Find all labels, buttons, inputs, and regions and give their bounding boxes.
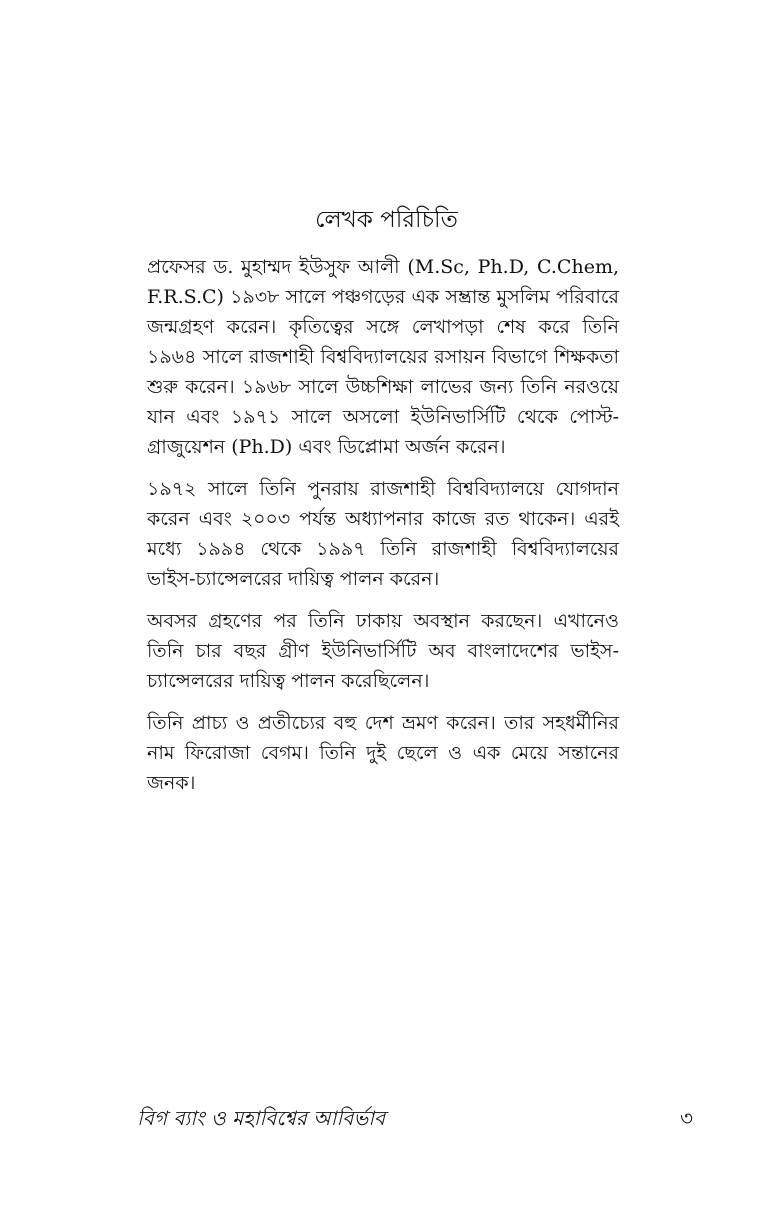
author-bio [147,252,619,810]
bio-paragraph-career: ১৯৭২ সালে তিনি পুনরায় রাজশাহী বিশ্ববিদ্যালয়ে যোগদান করেন এবং ২০০৩ পর্যন্ত অধ্যাপনার কাজে রত থাকেন। এরই মধ্যে ১৯৯৪ থেকে ১৯৯৭ তিনি রাজশাহী বিশ্ববিদ্যালয়ের ভাইস-চ্যান্সেলরের দায়িত্ব পালন করেন। [147,478,619,590]
running-book-title: বিগ ব্যাং ও মহাবিশ্বের আবির্ভাব [137,1106,386,1130]
page-title: লেখক পরিচিতি [315,207,458,233]
bio-paragraph-family: তিনি প্রাচ্য ও প্রতীচ্যের বহু দেশ ভ্রমণ করেন। তার সহধর্মীনির নাম ফিরোজা বেগম। তিনি দুই ছেলে ও এক মেয়ে সন্তানের জনক। [147,712,619,794]
page-number: ৩ [679,1106,693,1130]
bio-paragraph-retirement: অবসর গ্রহণের পর তিনি ঢাকায় অবস্থান করছেন। এখানেও তিনি চার বছর গ্রীণ ইউনিভার্সিটি অব বাংলাদেশের ভাইস-চ্যান্সেলরের দায়িত্ব পালন করেছিলেন। [147,610,619,692]
page-footer [0,1100,773,1136]
bio-paragraph-education: প্রফেসর ড. মুহাম্মদ ইউসুফ আলী (M.Sc, Ph.D, C.Chem, F.R.S.C) ১৯৩৮ সালে পঞ্চগড়ের এক সম্ভ্রান্ত মুসলিম পরিবারে জন্মগ্রহণ করেন। কৃতিত্বের সঙ্গে লেখাপড়া শেষ করে তিনি ১৯৬৪ সালে রাজশাহী বিশ্ববিদ্যালয়ের রসায়ন বিভাগে শিক্ষকতা শুরু করেন। ১৯৬৮ সালে উচ্চশিক্ষা লাভের জন্য তিনি নরওয়ে যান এবং ১৯৭১ সালে অসলো ইউনিভার্সিটি থেকে পোস্ট-গ্রাজুয়েশন (Ph.D) এবং ডিপ্লোমা অর্জন করেন। [147,256,619,458]
